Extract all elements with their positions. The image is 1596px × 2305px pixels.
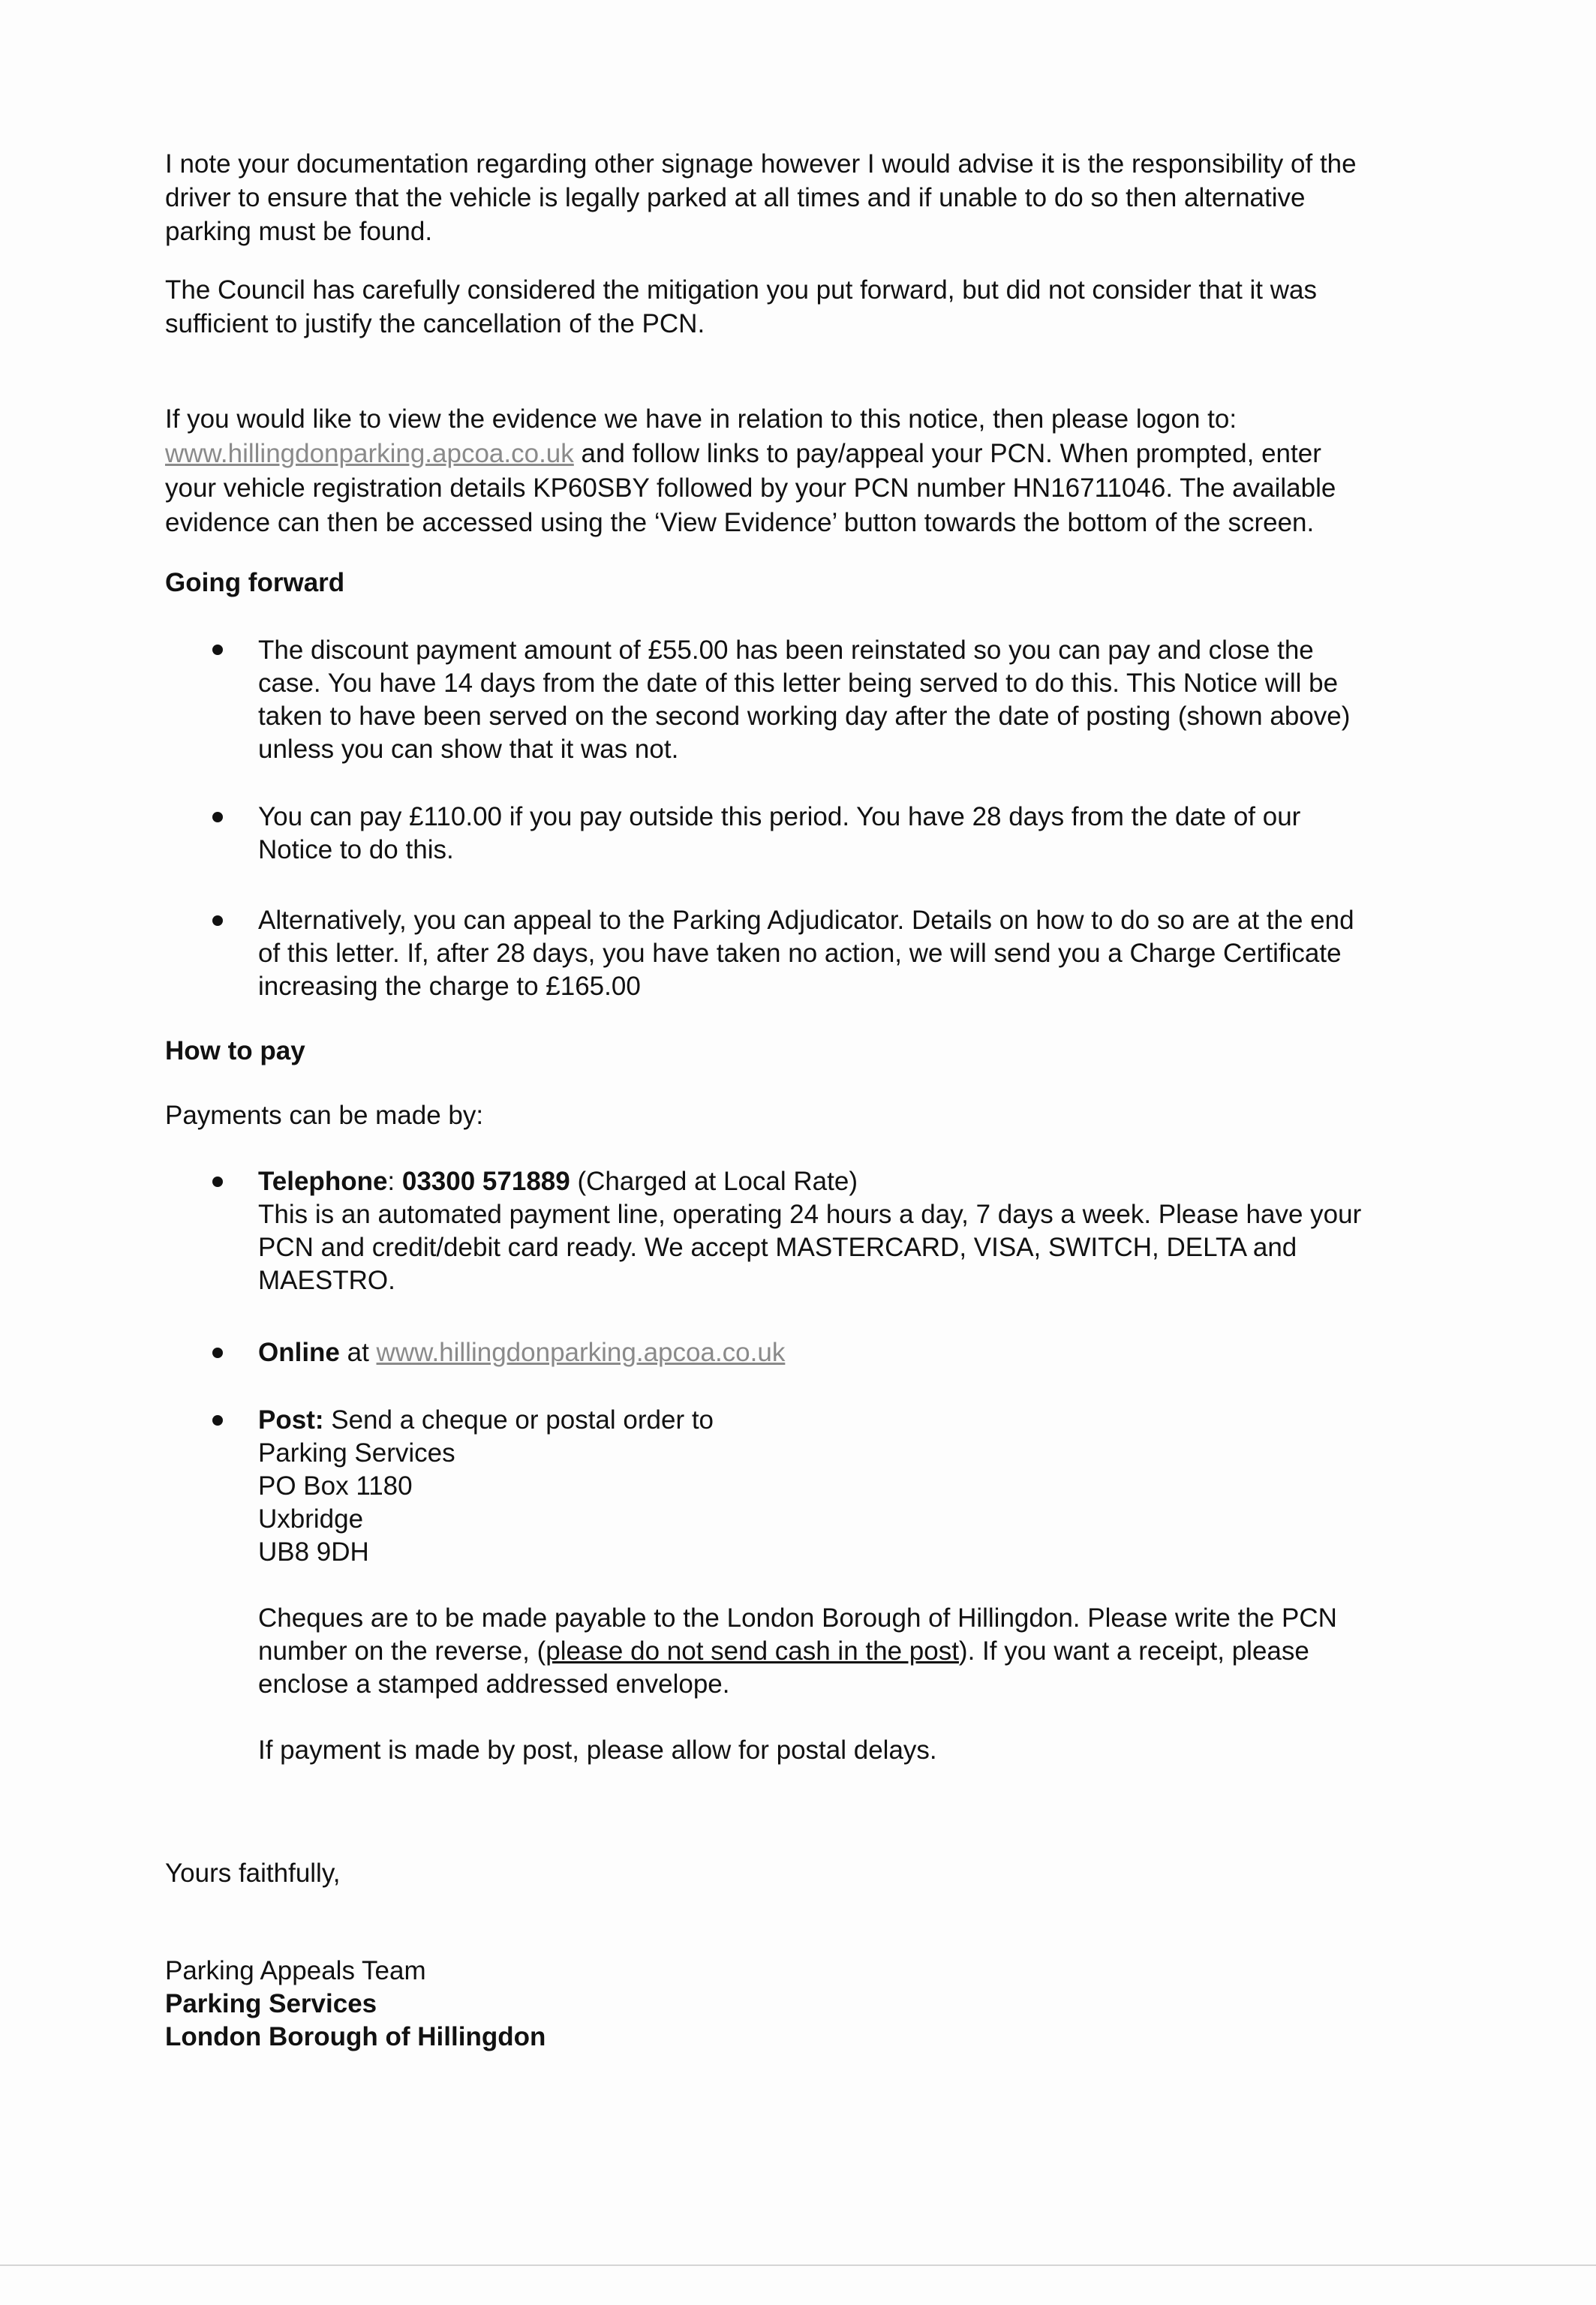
- telephone-line: [258, 1165, 858, 1198]
- telephone-desc-line2: PCN and credit/debit card ready. We accept MASTERCARD, VISA, SWITCH, DELTA and: [258, 1233, 1297, 1262]
- discount-line3: taken to have been served on the second working day after the date of posting (shown above): [258, 702, 1351, 731]
- discount-line4: unless you can show that it was not.: [258, 735, 679, 764]
- para1-line2: driver to ensure that the vehicle is legally parked at all times and if unable to do so then alternative: [165, 183, 1306, 212]
- evidence-line2: [165, 437, 1321, 470]
- full-charge-line1: You can pay £110.00 if you pay outside this period. You have 28 days from the date of our: [258, 802, 1301, 831]
- post-label: Post:: [258, 1405, 324, 1435]
- address-line4: UB8 9DH: [258, 1537, 369, 1567]
- telephone-desc-line1: This is an automated payment line, operating 24 hours a day, 7 days a week. Please have your: [258, 1200, 1362, 1229]
- signature-department: Parking Services: [165, 1989, 377, 2018]
- cheques-line2-post: ). If you want a receipt, please: [958, 1636, 1309, 1666]
- evidence-website-link[interactable]: www.hillingdonparking.apcoa.co.uk: [165, 439, 574, 468]
- payments-intro: Payments can be made by:: [165, 1101, 484, 1130]
- online-line: [258, 1336, 785, 1369]
- discount-line1: The discount payment amount of £55.00 has been reinstated so you can pay and close the: [258, 636, 1314, 665]
- evidence-line4: evidence can then be accessed using the ‘View Evidence’ button towards the bottom of the screen.: [165, 508, 1315, 537]
- para2-line2: sufficient to justify the cancellation of the PCN.: [165, 309, 705, 338]
- bullet-icon: [212, 812, 223, 822]
- signature-council: London Borough of Hillingdon: [165, 2022, 546, 2051]
- going-forward-heading: Going forward: [165, 568, 345, 597]
- salutation: Yours faithfully,: [165, 1859, 341, 1888]
- post-text: Send a cheque or postal order to: [323, 1405, 714, 1435]
- appeal-line2: of this letter. If, after 28 days, you have taken no action, we will send you a Charge Certificate: [258, 939, 1342, 968]
- telephone-desc-line3: MAESTRO.: [258, 1266, 395, 1295]
- bullet-icon: [212, 1348, 223, 1358]
- cheques-line3: enclose a stamped addressed envelope.: [258, 1669, 730, 1699]
- bullet-icon: [212, 1177, 223, 1187]
- address-line3: Uxbridge: [258, 1504, 364, 1534]
- how-to-pay-heading: How to pay: [165, 1036, 305, 1065]
- online-at: at: [339, 1338, 377, 1367]
- online-label: Online: [258, 1338, 340, 1367]
- cheques-line1: Cheques are to be made payable to the London Borough of Hillingdon. Please write the PCN: [258, 1603, 1337, 1633]
- telephone-label: Telephone: [258, 1167, 388, 1196]
- postal-delays: If payment is made by post, please allow for postal delays.: [258, 1736, 937, 1765]
- bullet-icon: [212, 915, 223, 926]
- telephone-number: 03300 571889: [401, 1167, 570, 1196]
- appeal-line1: Alternatively, you can appeal to the Parking Adjudicator. Details on how to do so are at the end: [258, 906, 1354, 935]
- cheques-line2: [258, 1634, 1309, 1668]
- appeal-line3: increasing the charge to £165.00: [258, 972, 641, 1001]
- para1-line3: parking must be found.: [165, 217, 433, 246]
- address-line1: Parking Services: [258, 1438, 455, 1468]
- para2-line1: The Council has carefully considered the mitigation you put forward, but did not consider that it was: [165, 275, 1317, 305]
- telephone-colon: :: [387, 1167, 402, 1196]
- evidence-line2-rest: and follow links to pay/appeal your PCN. When prompted, enter: [573, 439, 1321, 468]
- signature-team: Parking Appeals Team: [165, 1956, 426, 1985]
- no-cash-warning: please do not send cash in the post: [546, 1636, 959, 1666]
- para1-line1: I note your documentation regarding other signage however I would advise it is the responsibility of the: [165, 149, 1357, 179]
- evidence-line1: If you would like to view the evidence we have in relation to this notice, then please logon to:: [165, 404, 1237, 434]
- bullet-icon: [212, 1415, 223, 1426]
- discount-line2: case. You have 14 days from the date of this letter being served to do this. This Notice will be: [258, 669, 1339, 698]
- full-charge-line2: Notice to do this.: [258, 835, 454, 864]
- scan-edge-line: [0, 2264, 1596, 2266]
- telephone-note: (Charged at Local Rate): [570, 1167, 858, 1196]
- evidence-line3: your vehicle registration details KP60SBY followed by your PCN number HN16711046. The available: [165, 473, 1336, 503]
- bullet-icon: [212, 645, 223, 655]
- cheques-line2-pre: number on the reverse, (: [258, 1636, 546, 1666]
- post-line: [258, 1403, 714, 1437]
- online-website-link[interactable]: www.hillingdonparking.apcoa.co.uk: [376, 1338, 786, 1367]
- address-line2: PO Box 1180: [258, 1471, 413, 1501]
